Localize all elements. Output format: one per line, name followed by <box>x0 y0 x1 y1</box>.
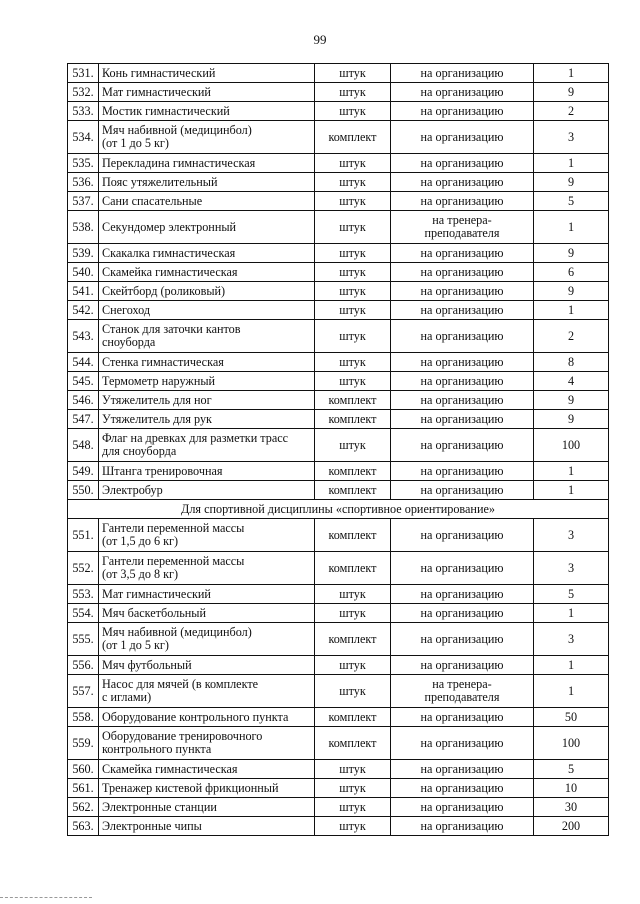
unit-of-measure: штук <box>315 320 391 353</box>
calculation-basis: на организацию <box>391 779 534 798</box>
table-row <box>68 656 609 675</box>
table-row <box>68 154 609 173</box>
unit-of-measure: штук <box>315 301 391 320</box>
calculation-basis: на организацию <box>391 391 534 410</box>
row-number: 555. <box>68 623 99 656</box>
quantity: 200 <box>534 817 609 836</box>
calculation-basis: на организацию <box>391 301 534 320</box>
item-name: Мостик гимнастический <box>99 102 315 121</box>
item-name: Пояс утяжелительный <box>99 173 315 192</box>
table-row <box>68 244 609 263</box>
table-row <box>68 585 609 604</box>
calculation-basis: на организацию <box>391 282 534 301</box>
row-number: 531. <box>68 64 99 83</box>
item-name: Перекладина гимнастическая <box>99 154 315 173</box>
row-number: 552. <box>68 552 99 585</box>
unit-of-measure: штук <box>315 798 391 817</box>
unit-of-measure: штук <box>315 675 391 708</box>
item-name: Снегоход <box>99 301 315 320</box>
table-row <box>68 552 609 585</box>
calculation-basis: на организацию <box>391 102 534 121</box>
table-row <box>68 481 609 500</box>
item-name: Электронные станции <box>99 798 315 817</box>
calculation-basis: на организацию <box>391 353 534 372</box>
unit-of-measure: штук <box>315 244 391 263</box>
row-number: 563. <box>68 817 99 836</box>
item-name: Сани спасательные <box>99 192 315 211</box>
item-name: Штанга тренировочная <box>99 462 315 481</box>
calculation-basis: на организацию <box>391 263 534 282</box>
item-name: Электробур <box>99 481 315 500</box>
unit-of-measure: комплект <box>315 708 391 727</box>
row-number: 541. <box>68 282 99 301</box>
quantity: 9 <box>534 410 609 429</box>
table-row <box>68 211 609 244</box>
item-name: Скамейка гимнастическая <box>99 263 315 282</box>
calculation-basis: на организацию <box>391 552 534 585</box>
calculation-basis: на организацию <box>391 656 534 675</box>
item-name: Мяч футбольный <box>99 656 315 675</box>
item-name: Мат гимнастический <box>99 83 315 102</box>
quantity: 50 <box>534 708 609 727</box>
row-number: 559. <box>68 727 99 760</box>
row-number: 534. <box>68 121 99 154</box>
calculation-basis: на организацию <box>391 481 534 500</box>
item-name: Секундомер электронный <box>99 211 315 244</box>
row-number: 547. <box>68 410 99 429</box>
table-row <box>68 192 609 211</box>
row-number: 537. <box>68 192 99 211</box>
item-name: Станок для заточки кантов сноуборда <box>99 320 315 353</box>
calculation-basis: на организацию <box>391 244 534 263</box>
table-body-before <box>68 64 609 500</box>
quantity: 9 <box>534 282 609 301</box>
quantity: 2 <box>534 102 609 121</box>
unit-of-measure: комплект <box>315 121 391 154</box>
table-row <box>68 282 609 301</box>
row-number: 551. <box>68 519 99 552</box>
quantity: 1 <box>534 64 609 83</box>
quantity: 2 <box>534 320 609 353</box>
item-name: Оборудование тренировочного контрольного пункта <box>99 727 315 760</box>
calculation-basis: на организацию <box>391 760 534 779</box>
item-name: Насос для мячей (в комплекте с иглами) <box>99 675 315 708</box>
table-row <box>68 604 609 623</box>
unit-of-measure: комплект <box>315 552 391 585</box>
quantity: 30 <box>534 798 609 817</box>
quantity: 9 <box>534 173 609 192</box>
row-number: 539. <box>68 244 99 263</box>
table-row <box>68 462 609 481</box>
quantity: 100 <box>534 429 609 462</box>
unit-of-measure: штук <box>315 154 391 173</box>
quantity: 1 <box>534 675 609 708</box>
quantity: 9 <box>534 83 609 102</box>
row-number: 549. <box>68 462 99 481</box>
item-name: Мяч баскетбольный <box>99 604 315 623</box>
calculation-basis: на организацию <box>391 320 534 353</box>
page-number: 99 <box>313 32 327 47</box>
unit-of-measure: штук <box>315 64 391 83</box>
quantity: 1 <box>534 154 609 173</box>
calculation-basis: на организацию <box>391 585 534 604</box>
calculation-basis: на организацию <box>391 623 534 656</box>
quantity: 4 <box>534 372 609 391</box>
unit-of-measure: штук <box>315 429 391 462</box>
unit-of-measure: штук <box>315 604 391 623</box>
item-name: Гантели переменной массы (от 1,5 до 6 кг) <box>99 519 315 552</box>
row-number: 560. <box>68 760 99 779</box>
unit-of-measure: штук <box>315 211 391 244</box>
quantity: 3 <box>534 552 609 585</box>
quantity: 1 <box>534 211 609 244</box>
unit-of-measure: штук <box>315 353 391 372</box>
calculation-basis: на организацию <box>391 817 534 836</box>
table-row <box>68 760 609 779</box>
calculation-basis: на организацию <box>391 83 534 102</box>
table-row <box>68 429 609 462</box>
quantity: 9 <box>534 391 609 410</box>
row-number: 550. <box>68 481 99 500</box>
row-number: 540. <box>68 263 99 282</box>
calculation-basis: на организацию <box>391 798 534 817</box>
row-number: 533. <box>68 102 99 121</box>
table-row <box>68 410 609 429</box>
unit-of-measure: штук <box>315 83 391 102</box>
quantity: 1 <box>534 604 609 623</box>
table-row <box>68 320 609 353</box>
table-row <box>68 263 609 282</box>
unit-of-measure: штук <box>315 192 391 211</box>
quantity: 5 <box>534 585 609 604</box>
row-number: 558. <box>68 708 99 727</box>
table-row <box>68 727 609 760</box>
section-header-row <box>68 500 609 519</box>
row-number: 536. <box>68 173 99 192</box>
item-name: Скейтборд (роликовый) <box>99 282 315 301</box>
item-name: Термометр наружный <box>99 372 315 391</box>
item-name: Конь гимнастический <box>99 64 315 83</box>
item-name: Стенка гимнастическая <box>99 353 315 372</box>
row-number: 561. <box>68 779 99 798</box>
item-name: Мат гимнастический <box>99 585 315 604</box>
calculation-basis: на организацию <box>391 727 534 760</box>
calculation-basis: на организацию <box>391 429 534 462</box>
unit-of-measure: штук <box>315 760 391 779</box>
item-name: Скамейка гимнастическая <box>99 760 315 779</box>
calculation-basis: на тренера- преподавателя <box>391 211 534 244</box>
table-row <box>68 623 609 656</box>
section-title: Для спортивной дисциплины «спортивное ориентирование» <box>68 500 609 519</box>
row-number: 544. <box>68 353 99 372</box>
row-number: 538. <box>68 211 99 244</box>
quantity: 1 <box>534 481 609 500</box>
quantity: 9 <box>534 244 609 263</box>
item-name: Электронные чипы <box>99 817 315 836</box>
row-number: 532. <box>68 83 99 102</box>
quantity: 100 <box>534 727 609 760</box>
item-name: Скакалка гимнастическая <box>99 244 315 263</box>
quantity: 3 <box>534 623 609 656</box>
item-name: Утяжелитель для рук <box>99 410 315 429</box>
quantity: 10 <box>534 779 609 798</box>
unit-of-measure: штук <box>315 282 391 301</box>
unit-of-measure: комплект <box>315 727 391 760</box>
item-name: Мяч набивной (медицинбол) (от 1 до 5 кг) <box>99 623 315 656</box>
calculation-basis: на организацию <box>391 519 534 552</box>
table-row <box>68 83 609 102</box>
unit-of-measure: штук <box>315 102 391 121</box>
quantity: 3 <box>534 519 609 552</box>
unit-of-measure: комплект <box>315 462 391 481</box>
table-row <box>68 173 609 192</box>
calculation-basis: на организацию <box>391 192 534 211</box>
calculation-basis: на организацию <box>391 372 534 391</box>
row-number: 543. <box>68 320 99 353</box>
unit-of-measure: комплект <box>315 391 391 410</box>
table-row <box>68 372 609 391</box>
table-row <box>68 121 609 154</box>
table-row <box>68 102 609 121</box>
unit-of-measure: штук <box>315 779 391 798</box>
table-row <box>68 353 609 372</box>
calculation-basis: на организацию <box>391 64 534 83</box>
quantity: 5 <box>534 192 609 211</box>
unit-of-measure: комплект <box>315 410 391 429</box>
quantity: 1 <box>534 656 609 675</box>
row-number: 545. <box>68 372 99 391</box>
table-row <box>68 817 609 836</box>
table-row <box>68 519 609 552</box>
calculation-basis: на организацию <box>391 410 534 429</box>
row-number: 554. <box>68 604 99 623</box>
unit-of-measure: штук <box>315 173 391 192</box>
table-row <box>68 391 609 410</box>
quantity: 3 <box>534 121 609 154</box>
item-name: Оборудование контрольного пункта <box>99 708 315 727</box>
calculation-basis: на организацию <box>391 708 534 727</box>
item-name: Тренажер кистевой фрикционный <box>99 779 315 798</box>
table-row <box>68 708 609 727</box>
row-number: 553. <box>68 585 99 604</box>
unit-of-measure: комплект <box>315 481 391 500</box>
table-row <box>68 301 609 320</box>
table-row <box>68 798 609 817</box>
calculation-basis: на организацию <box>391 604 534 623</box>
row-number: 548. <box>68 429 99 462</box>
row-number: 556. <box>68 656 99 675</box>
quantity: 5 <box>534 760 609 779</box>
calculation-basis: на тренера- преподавателя <box>391 675 534 708</box>
item-name: Утяжелитель для ног <box>99 391 315 410</box>
row-number: 557. <box>68 675 99 708</box>
row-number: 562. <box>68 798 99 817</box>
calculation-basis: на организацию <box>391 462 534 481</box>
calculation-basis: на организацию <box>391 154 534 173</box>
quantity: 1 <box>534 462 609 481</box>
unit-of-measure: штук <box>315 656 391 675</box>
quantity: 6 <box>534 263 609 282</box>
footer-mark <box>0 897 92 900</box>
table-body-after <box>68 519 609 836</box>
unit-of-measure: штук <box>315 817 391 836</box>
quantity: 1 <box>534 301 609 320</box>
row-number: 535. <box>68 154 99 173</box>
unit-of-measure: штук <box>315 585 391 604</box>
unit-of-measure: штук <box>315 372 391 391</box>
row-number: 546. <box>68 391 99 410</box>
calculation-basis: на организацию <box>391 173 534 192</box>
table-row <box>68 64 609 83</box>
calculation-basis: на организацию <box>391 121 534 154</box>
item-name: Флаг на древках для разметки трасс для сноуборда <box>99 429 315 462</box>
equipment-table <box>67 63 609 836</box>
row-number: 542. <box>68 301 99 320</box>
unit-of-measure: комплект <box>315 519 391 552</box>
item-name: Гантели переменной массы (от 3,5 до 8 кг) <box>99 552 315 585</box>
table-row <box>68 779 609 798</box>
unit-of-measure: штук <box>315 263 391 282</box>
table-row <box>68 675 609 708</box>
item-name: Мяч набивной (медицинбол) (от 1 до 5 кг) <box>99 121 315 154</box>
unit-of-measure: комплект <box>315 623 391 656</box>
quantity: 8 <box>534 353 609 372</box>
